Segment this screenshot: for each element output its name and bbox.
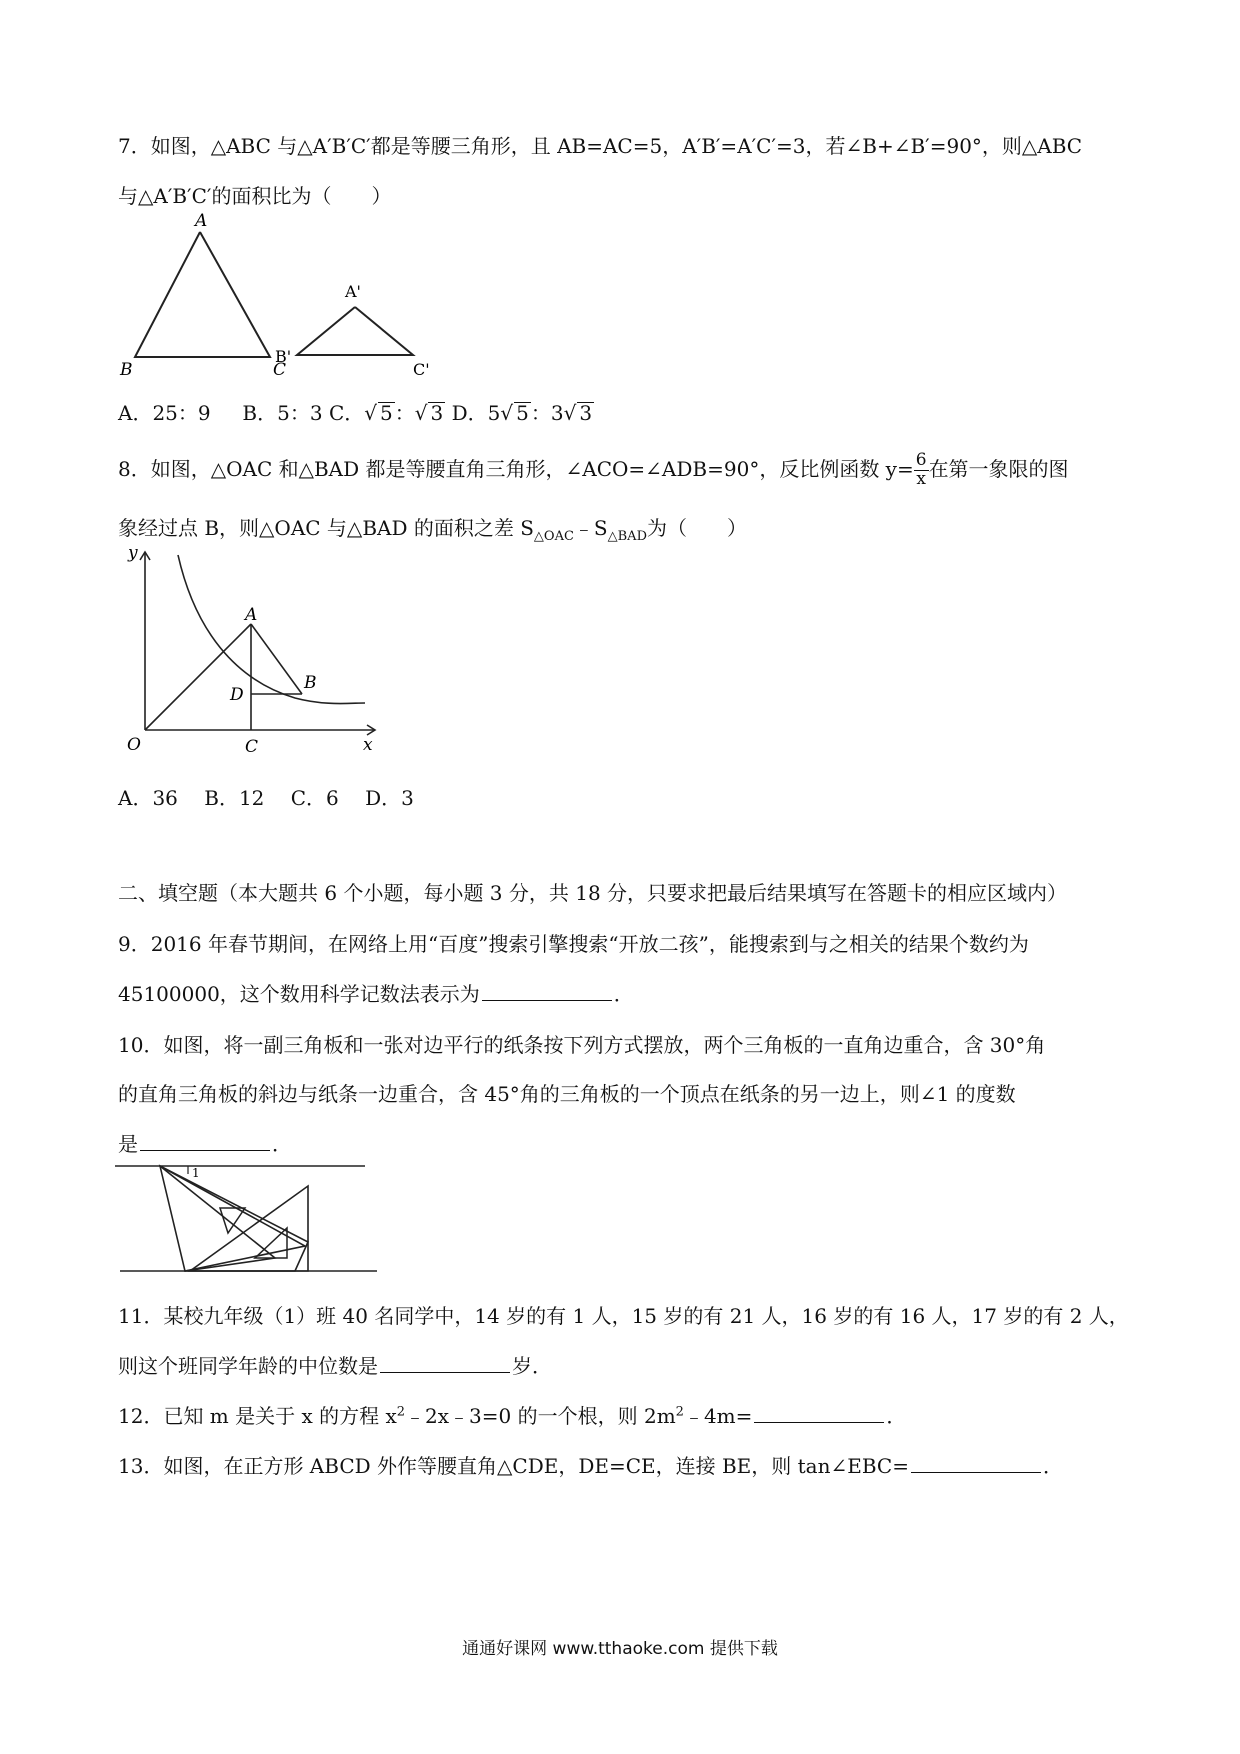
q13-line: 13．如图，在正方形 ABCD 外作等腰直角△CDE，DE=CE，连接 BE，则 tan∠EBC= ．	[118, 1454, 1063, 1478]
q11-line1: 11．某校九年级（1）班 40 名同学中，14 岁的有 1 人，15 岁的有 21 人，16 岁的有 16 人，17 岁的有 2 人，	[118, 1304, 1129, 1328]
q8-figure	[115, 540, 385, 760]
q7-option-b: B．5：3	[242, 401, 323, 425]
triangle-30deg	[160, 1166, 308, 1271]
label-x: x	[363, 735, 373, 755]
label-a: A	[245, 605, 258, 625]
q7-option-c: C．√ 5 ：√ 3	[328, 401, 444, 425]
set-square-30	[160, 1166, 305, 1271]
label-b: B	[120, 360, 133, 380]
q8-line2: 象经过点 B，则△OAC 与△BAD 的面积之差 $S_{\triangle OAC}﹣S_{\triangle BAD}$为（ ）	[118, 516, 747, 544]
label-angle-1: 1	[192, 1166, 200, 1180]
answer-blank[interactable]	[140, 1130, 270, 1151]
q10-line1: 10．如图，将一副三角板和一张对边平行的纸条按下列方式摆放，两个三角板的一直角边重合，含 30°角	[118, 1033, 1046, 1057]
q10-line3: 是 ．	[118, 1132, 292, 1156]
label-c1: C'	[413, 360, 430, 379]
q7-line1: 7．如图，△ABC 与△A′B′C′都是等腰三角形，且 AB=AC=5，A′B′=A′C′=3，若∠B+∠B′=90°，则△ABC	[118, 134, 1083, 158]
answer-blank[interactable]	[380, 1352, 510, 1373]
label-y: y	[128, 543, 138, 563]
q10-figure	[115, 1158, 380, 1278]
label-o: O	[127, 735, 141, 755]
q7-line2: 与△A′B′C′的面积比为（ ）	[118, 184, 392, 208]
q8-line1: 8．如图，△OAC 和△BAD 都是等腰直角三角形，∠ACO=∠ADB=90°，反比例函数 y= $\frac{6}{x}$ 在第一象限的图	[118, 450, 1069, 489]
q11-line2: 则这个班同学年龄的中位数是 岁．	[118, 1354, 552, 1378]
q12-line: 12．已知 m 是关于 x 的方程 $x^2﹣2x﹣3=0$ 的一个根，则 $2m^2﹣4m=$ ．	[118, 1404, 907, 1428]
label-b: B	[304, 673, 317, 693]
label-d: D	[230, 685, 244, 705]
set-square-30-hole	[220, 1208, 245, 1233]
q7-figure	[115, 212, 445, 382]
triangle-abc	[135, 232, 270, 357]
q7-options	[118, 397, 594, 426]
segment-oa	[145, 624, 251, 730]
segment-ab	[251, 624, 302, 694]
q8-options: A．36 B．12 C．6 D．3	[118, 786, 414, 810]
hyperbola-curve	[178, 555, 365, 704]
q7-option-d: D．5√ 5 ：3√ 3	[451, 401, 593, 425]
answer-blank[interactable]	[754, 1402, 884, 1423]
q9-line2: 45100000，这个数用科学记数法表示为 ．	[118, 982, 634, 1006]
triangle-a1b1c1	[297, 307, 413, 355]
answer-blank[interactable]	[911, 1452, 1041, 1473]
label-a: A	[195, 212, 208, 231]
label-a1: A'	[345, 282, 361, 301]
section-2-heading: 二、填空题（本大题共 6 个小题，每小题 3 分，共 18 分，只要求把最后结果填写在答题卡的相应区域内）	[118, 881, 1068, 905]
answer-blank[interactable]	[482, 980, 612, 1001]
q9-line1: 9．2016 年春节期间，在网络上用“百度”搜索引擎搜索“开放二孩”，能搜索到与之相关的结果个数约为	[118, 932, 1029, 956]
page-footer: 通通好课网 www.tthaoke.com 提供下载	[462, 1639, 778, 1659]
fraction-6-over-x: $\frac{6}{x}$	[915, 450, 927, 489]
label-c: C	[245, 737, 259, 757]
q7-option-a: A．25：9	[118, 401, 211, 425]
label-c: C	[273, 360, 287, 380]
q10-line2: 的直角三角板的斜边与纸条一边重合，含 45°角的三角板的一个顶点在纸条的另一边上，则∠1 的度数	[118, 1082, 1016, 1106]
label-b1: B'	[275, 347, 292, 366]
